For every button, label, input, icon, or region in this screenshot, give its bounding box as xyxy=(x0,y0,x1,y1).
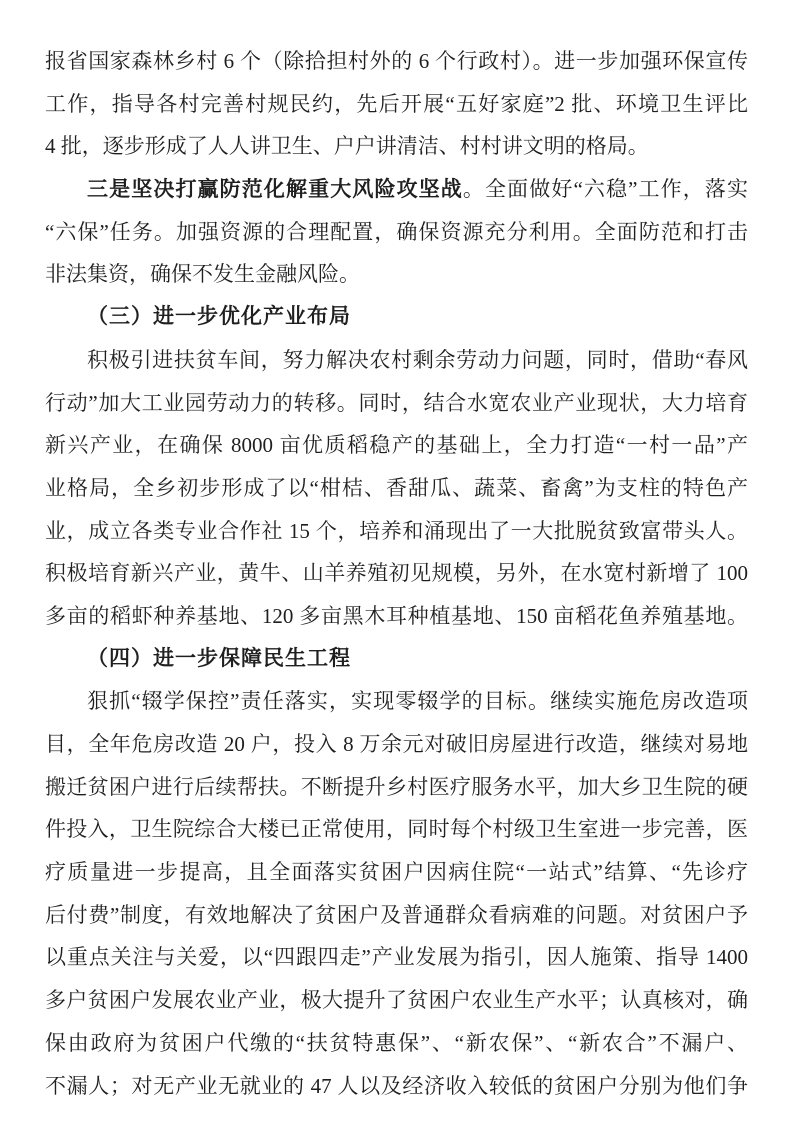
text-line: 业，成立各类专业合作社 15 个，培养和涌现出了一大批脱贫致富带头人。 xyxy=(45,518,748,543)
text-line-rest: 。全面做好“六稳”工作，落实 xyxy=(462,177,748,202)
text-line: 疗质量进一步提高，且全面落实贫困户因病住院“一站式”结算、“先诊疗 xyxy=(45,860,748,885)
text-line: 件投入，卫生院综合大楼已正常使用，同时每个村级卫生室进一步完善，医 xyxy=(45,817,748,842)
text-line: 以重点关注与关爱，以“四跟四走”产业发展为指引，因人施策、指导 1400 xyxy=(45,945,748,970)
text-line: 业格局，全乡初步形成了以“柑桔、香甜瓜、蔬菜、畜禽”为支柱的特色产 xyxy=(45,475,748,500)
text-line: 非法集资，确保不发生金融风险。 xyxy=(45,262,360,287)
text-line: 积极引进扶贫车间，努力解决农村剩余劳动力问题，同时，借助“春风 xyxy=(87,347,748,372)
text-line: 积极培育新兴产业，黄牛、山羊养殖初见规模，另外，在水宽村新增了 100 xyxy=(45,561,748,586)
text-block xyxy=(45,40,748,1107)
text-line: 狠抓“辍学保控”责任落实，实现零辍学的目标。继续实施危房改造项 xyxy=(87,689,748,714)
section-heading-4: （四）进一步保障民生工程 xyxy=(87,646,351,670)
text-line: 报省国家森林乡村 6 个（除拾担村外的 6 个行政村）。进一步加强环保宣传 xyxy=(45,49,748,73)
text-line: 后付费”制度，有效地解决了贫困户及普通群众看病难的问题。对贫困户予 xyxy=(45,902,748,927)
text-line: 目，全年危房改造 20 户，投入 8 万余元对破旧房屋进行改造，继续对易地 xyxy=(45,732,748,756)
text-line: 行动”加大工业园劳动力的转移。同时，结合水宽农业产业现状，大力培育 xyxy=(45,390,748,415)
text-line: 不漏人；对无产业无就业的 47 人以及经济收入较低的贫困户分别为他们争 xyxy=(45,1073,748,1098)
text-line: 搬迁贫困户进行后续帮扶。不断提升乡村医疗服务水平，加大乡卫生院的硬 xyxy=(45,774,748,799)
text-line: 多户贫困户发展农业产业，极大提升了贫困户农业生产水平；认真核对，确 xyxy=(45,988,748,1013)
text-line: 工作，指导各村完善村规民约，先后开展“五好家庭”2 批、环境卫生评比 xyxy=(45,91,748,116)
text-line: 保由政府为贫困户代缴的“扶贫特惠保”、“新农保”、“新农合”不漏户、 xyxy=(45,1030,748,1055)
text-line xyxy=(45,168,748,211)
text-line: “六保”任务。加强资源的合理配置，确保资源充分利用。全面防范和打击 xyxy=(45,219,748,244)
text-line: 4 批，逐步形成了人人讲卫生、户户讲清洁、村村讲文明的格局。 xyxy=(45,134,649,159)
section-heading-3: （三）进一步优化产业布局 xyxy=(87,305,351,329)
text-line: 新兴产业，在确保 8000 亩优质稻稳产的基础上，全力打造“一村一品”产 xyxy=(45,433,748,458)
bold-lead-text: 三是坚决打赢防范化解重大风险攻坚战 xyxy=(87,177,463,202)
text-line: 多亩的稻虾种养基地、120 多亩黑木耳种植基地、150 亩稻花鱼养殖基地。 xyxy=(45,603,748,628)
